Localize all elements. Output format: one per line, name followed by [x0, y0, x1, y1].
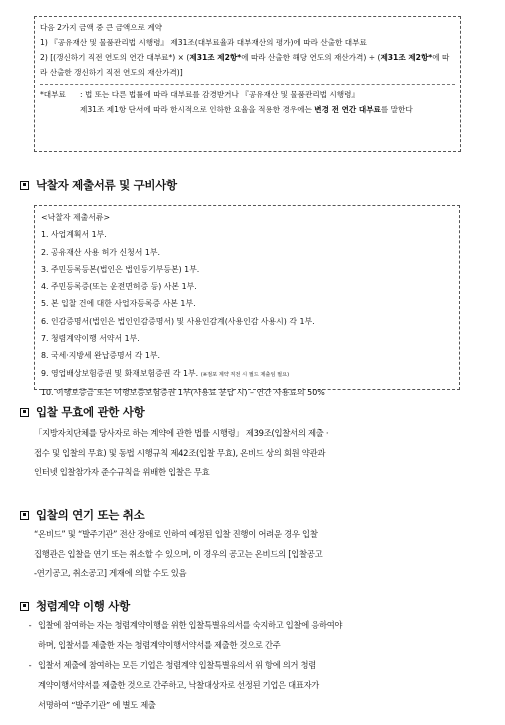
line3-bold-1: 제31조 제2항* [189, 53, 242, 62]
note-line2-part-a: 제31조 제1항 단서에 따라 한시적으로 인하한 요율을 적용한 경우에는 [80, 105, 315, 114]
integrity-list [22, 615, 492, 715]
note-line-1: : 법 또는 다른 법률에 따라 대부료를 감경받거나 『공유재산 및 물품관리법 시행령』 [80, 90, 360, 99]
contract-line-3 [40, 50, 455, 80]
para-line: 「지방자치단체를 당사자로 하는 계약에 관한 법률 시행령」 제39조(입찰서의 제출 · [34, 428, 329, 438]
para-line: -연기공고, 취소공고] 게재에 의할 수도 있음 [34, 568, 187, 578]
doc-item-9-note: (※점포 계약 직전 시 필드 제출임 필요) [200, 371, 290, 378]
doc-item-9: 9. 영업배상보험증권 및 화재보험증권 각 1부. [41, 368, 199, 378]
doc-item: 1. 사업계획서 1부. [41, 230, 107, 240]
section-heading-integrity [20, 598, 130, 614]
invalid-paragraph [34, 424, 478, 483]
contract-line-1: 다음 2가지 금액 중 큰 금액으로 계약 [40, 23, 163, 32]
contract-line-2: 1) 『공유재산 및 물품관리법 시행령』 제31조(대부료율과 대부재산의 평가)에 따라 산출한 대부료 [40, 38, 367, 47]
heading-text: 입찰의 연기 또는 취소 [36, 508, 145, 522]
line3-part-e: 에 따라 산출한 갱신하기 직전 연도의 재산가격)] [40, 53, 450, 77]
checkbox-square-icon [20, 602, 29, 611]
list-line: 서명하여 “발주기관” 에 별도 제출 [38, 700, 156, 710]
doc-item: 2. 공유재산 사용 허가 신청서 1부. [41, 247, 161, 257]
dash-bullet: - [28, 660, 32, 670]
line3-bold-2: 제31조 제2항* [380, 53, 433, 62]
list-line: 입찰서 제출에 참여하는 모든 기업은 청렴계약 입찰특별유의서 위 항에 의거 청렴 [38, 660, 316, 670]
delay-paragraph [34, 525, 478, 584]
doc-item: 4. 주민등록증(또는 운전면허증 등) 사본 1부. [41, 282, 197, 292]
note-line2-part-c: 를 말한다 [380, 105, 413, 114]
checkbox-square-icon [20, 408, 29, 417]
contract-amount-box [34, 16, 461, 152]
doc-item [41, 365, 453, 384]
lease-fee-note [40, 84, 455, 117]
heading-text: 입찰 무효에 관한 사항 [36, 405, 145, 419]
dash-bullet: - [28, 620, 32, 630]
line3-part-c: 에 따라 산출한 해당 연도의 재산가격) ÷ ( [241, 53, 381, 62]
doc-item: 10. 이행보증금 또는 이행보증보험증권 1부(사용료 분납 시) – 연간 사용료의 50% [41, 387, 325, 397]
docs-box-title: <낙찰자 제출서류> [41, 213, 111, 222]
heading-text: 낙찰자 제출서류 및 구비사항 [36, 178, 177, 192]
note-line-2 [40, 102, 455, 117]
section-heading-docs [20, 177, 177, 193]
winner-documents-box [34, 205, 460, 397]
line3-part-a: 2) [(갱신하기 직전 연도의 연간 대부료*) × ( [40, 53, 190, 62]
doc-item: 3. 주민등록등본(법인은 법인등기부등본) 1부. [41, 264, 200, 274]
section-heading-invalid [20, 404, 144, 420]
list-line: 하며, 입찰서를 제출한 자는 청렴계약이행서약서를 제출한 것으로 간주 [38, 640, 281, 650]
list-line: 입찰에 참여하는 자는 청렴계약이행을 위한 입찰특별유의서를 숙지하고 입찰에 응하여야 [38, 620, 343, 630]
checkbox-square-icon [20, 181, 29, 190]
list-line: 계약이행서약서를 제출한 것으로 간주하고, 낙찰대상자로 선정된 기업은 대표자가 [38, 680, 320, 690]
doc-item: 8. 국세·지방세 완납증명서 각 1부. [41, 351, 161, 361]
list-item [22, 655, 492, 715]
para-line: 인터넷 입찰참가자 준수규칙을 위배한 입찰은 무효 [34, 467, 210, 477]
note-tag: *대부료 [40, 90, 66, 99]
para-line: “온비드” 및 “발주기관” 전산 장애로 인하여 예정된 입찰 진행이 어려운 경우 입찰 [34, 529, 318, 539]
para-line: 접수 및 입찰의 무효) 및 동법 시행규칙 제42조(입찰 무효), 온비드 상의 회원 약관과 [34, 447, 326, 458]
doc-item: 6. 인감증명서(법인은 법인인감증명서) 및 사용인감계(사용인감 사용시) 각 1부. [41, 316, 315, 326]
section-heading-delay [20, 507, 144, 523]
doc-item: 5. 본 입찰 건에 대한 사업자등록증 사본 1부. [41, 299, 196, 309]
doc-item: 7. 청렴계약이행 서약서 1부. [41, 334, 140, 344]
list-item [22, 615, 492, 655]
checkbox-square-icon [20, 511, 29, 520]
para-line: 집행관은 입찰을 연기 또는 취소할 수 있으며, 이 경우의 공고는 온비드의 [입찰공고 [34, 548, 323, 559]
note-line2-bold: 변경 전 연간 대부료 [314, 105, 381, 114]
heading-text: 청렴계약 이행 사항 [36, 599, 130, 613]
